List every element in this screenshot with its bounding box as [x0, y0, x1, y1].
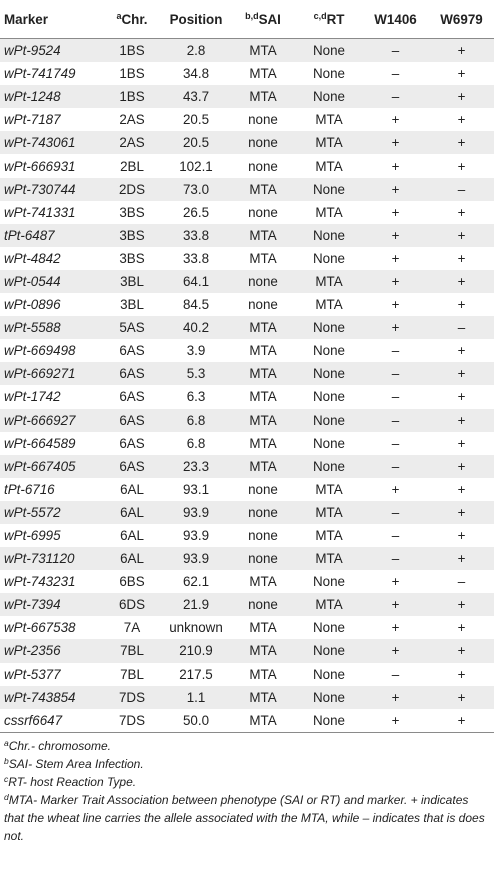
cell-w6979: +: [429, 709, 494, 733]
cell-w6979: +: [457, 135, 466, 151]
cell-w1406: +: [391, 158, 400, 174]
footnote: [4, 755, 490, 773]
cell-sai: MTA: [249, 181, 277, 197]
header-chr-label: Chr.: [121, 11, 148, 27]
cell-marker: wPt-667405: [4, 458, 76, 474]
cell-position: 102.1: [179, 158, 213, 174]
cell-position: unknown: [169, 620, 223, 636]
table-row: [0, 478, 494, 501]
cell-rt: None: [312, 620, 345, 636]
table-header: [0, 0, 494, 39]
cell-w6979: +: [457, 273, 466, 289]
cell-position: 21.9: [182, 597, 210, 613]
cell-chromosome: 6AS: [119, 343, 145, 359]
table-row: [0, 709, 494, 733]
cell-w1406: +: [391, 620, 400, 636]
cell-chromosome: 6AS: [119, 366, 145, 382]
cell-marker: tPt-6487: [4, 227, 55, 243]
cell-chromosome: 1BS: [119, 66, 145, 82]
cell-w1406: –: [391, 43, 400, 59]
cell-w1406: +: [391, 112, 400, 128]
header-rt: [296, 0, 362, 39]
cell-sai: MTA: [249, 435, 277, 451]
footnote: [4, 791, 490, 845]
cell-position: 84.5: [182, 297, 210, 313]
cell-w1406: +: [391, 597, 400, 613]
cell-w1406: –: [391, 66, 400, 82]
cell-w6979: +: [457, 158, 466, 174]
header-chr-footnote-mark: a: [116, 10, 122, 21]
cell-w6979: +: [457, 297, 466, 313]
cell-position: 40.2: [182, 320, 210, 336]
cell-w6979: –: [457, 320, 466, 336]
cell-w1406: –: [391, 528, 400, 544]
table-row: [0, 663, 494, 686]
cell-sai: none: [248, 112, 278, 128]
cell-rt: MTA: [315, 528, 343, 544]
footnote-text: RT- host Reaction Type.: [8, 774, 137, 789]
cell-sai: none: [248, 504, 278, 520]
cell-rt: None: [312, 89, 345, 105]
cell-chromosome: 6AS: [119, 435, 145, 451]
cell-sai: MTA: [249, 574, 277, 590]
cell-rt: MTA: [315, 481, 343, 497]
cell-sai: none: [248, 297, 278, 313]
cell-chromosome: 1BS: [119, 89, 145, 105]
cell-sai: MTA: [249, 66, 277, 82]
table-row: [0, 432, 494, 455]
cell-position: 34.8: [182, 66, 210, 82]
cell-w1406: +: [391, 250, 400, 266]
cell-rt: MTA: [315, 112, 343, 128]
cell-marker: wPt-667538: [4, 620, 76, 636]
cell-rt: None: [312, 181, 345, 197]
cell-chromosome: 7BL: [120, 666, 144, 682]
table-row: [0, 570, 494, 593]
cell-sai: MTA: [249, 666, 277, 682]
cell-chromosome: 5AS: [119, 320, 145, 336]
table-row: [0, 316, 494, 339]
table-row: [0, 547, 494, 570]
footnote-mark: d: [4, 791, 9, 802]
cell-w6979: +: [457, 643, 466, 659]
footnote-text: Chr.- chromosome.: [8, 738, 111, 753]
cell-w6979: +: [457, 481, 466, 497]
cell-marker: wPt-741331: [4, 204, 76, 220]
cell-position: 3.9: [186, 343, 206, 359]
cell-rt: None: [312, 643, 345, 659]
cell-position: 23.3: [182, 458, 210, 474]
cell-w6979: +: [457, 227, 466, 243]
cell-position: 26.5: [182, 204, 210, 220]
table-row: [0, 501, 494, 524]
cell-rt: None: [312, 689, 345, 705]
cell-w1406: +: [391, 320, 400, 336]
cell-marker: wPt-5377: [4, 666, 61, 682]
header-rt-footnote-mark: c,d: [313, 10, 327, 21]
cell-chromosome: 7BL: [120, 643, 144, 659]
cell-chromosome: 6AL: [120, 481, 144, 497]
cell-w6979: +: [457, 551, 466, 567]
cell-w1406: –: [391, 435, 400, 451]
cell-position: 33.8: [182, 227, 210, 243]
cell-position: 217.5: [179, 666, 213, 682]
cell-w6979: +: [457, 389, 466, 405]
footnotes: [0, 733, 494, 845]
cell-chromosome: 3BL: [120, 273, 144, 289]
cell-sai: MTA: [249, 343, 277, 359]
cell-sai: none: [248, 204, 278, 220]
table-row: [0, 293, 494, 316]
header-rt-label: RT: [326, 11, 345, 27]
cell-chromosome: 2DS: [118, 181, 146, 197]
cell-w6979: +: [457, 458, 466, 474]
cell-sai: MTA: [249, 620, 277, 636]
cell-w1406: –: [391, 89, 400, 105]
cell-chromosome: 3BS: [119, 250, 145, 266]
table-row: [0, 524, 494, 547]
table-row: [0, 455, 494, 478]
cell-marker: wPt-7187: [4, 112, 61, 128]
cell-rt: None: [312, 343, 345, 359]
cell-position: 20.5: [182, 112, 210, 128]
cell-rt: MTA: [315, 551, 343, 567]
cell-position: 62.1: [182, 574, 210, 590]
cell-sai: MTA: [249, 43, 277, 59]
cell-w6979: +: [457, 343, 466, 359]
cell-marker: wPt-743061: [4, 135, 76, 151]
cell-sai: none: [248, 158, 278, 174]
header-position: Position: [162, 0, 230, 39]
cell-chromosome: 6AL: [120, 504, 144, 520]
cell-marker: wPt-9524: [4, 43, 61, 59]
cell-w6979: +: [457, 597, 466, 613]
cell-position: 43.7: [182, 89, 210, 105]
cell-sai: MTA: [249, 643, 277, 659]
cell-position: 73.0: [182, 181, 210, 197]
cell-position: 5.3: [186, 366, 206, 382]
cell-w1406: +: [391, 273, 400, 289]
cell-marker: wPt-741749: [4, 66, 76, 82]
footnote-mark: a: [4, 737, 9, 748]
table-row: [0, 131, 494, 154]
cell-marker: wPt-669271: [4, 366, 76, 382]
cell-rt: None: [312, 389, 345, 405]
cell-rt: MTA: [315, 158, 343, 174]
header-row: [0, 0, 494, 39]
cell-sai: MTA: [249, 320, 277, 336]
table-row: [0, 39, 494, 63]
cell-marker: wPt-5588: [4, 320, 61, 336]
cell-sai: MTA: [249, 366, 277, 382]
cell-rt: None: [312, 320, 345, 336]
cell-chromosome: 3BS: [119, 227, 145, 243]
table-row: [0, 154, 494, 177]
cell-rt: None: [312, 412, 345, 428]
table-row: [0, 270, 494, 293]
cell-w6979: +: [457, 689, 466, 705]
cell-sai: MTA: [249, 89, 277, 105]
cell-sai: none: [248, 597, 278, 613]
cell-marker: wPt-5572: [4, 504, 61, 520]
cell-marker: wPt-0544: [4, 273, 61, 289]
cell-rt: MTA: [315, 297, 343, 313]
cell-marker: wPt-666927: [4, 412, 76, 428]
footnote: [4, 737, 490, 755]
cell-rt: None: [312, 227, 345, 243]
footnote-mark: b: [4, 755, 9, 766]
cell-marker: wPt-0896: [4, 297, 61, 313]
cell-w1406: –: [391, 551, 400, 567]
cell-marker: wPt-731120: [4, 551, 75, 567]
cell-rt: MTA: [315, 204, 343, 220]
cell-position: 6.8: [186, 412, 206, 428]
cell-marker: wPt-1248: [4, 89, 61, 105]
table-row: [0, 224, 494, 247]
cell-w1406: +: [391, 204, 400, 220]
cell-chromosome: 6AL: [120, 551, 144, 567]
cell-sai: none: [248, 481, 278, 497]
cell-w1406: +: [391, 481, 400, 497]
table-body: [0, 39, 494, 733]
cell-sai: none: [248, 528, 278, 544]
cell-w6979: +: [457, 89, 466, 105]
cell-position: 93.1: [182, 481, 210, 497]
cell-sai: MTA: [230, 709, 296, 733]
cell-w6979: +: [457, 666, 466, 682]
cell-position: 6.3: [186, 389, 206, 405]
cell-w6979: +: [457, 366, 466, 382]
cell-chromosome: 6AL: [120, 528, 144, 544]
cell-w1406: –: [391, 504, 400, 520]
cell-marker: wPt-666931: [4, 158, 76, 174]
cell-w6979: +: [457, 204, 466, 220]
table-row: [0, 178, 494, 201]
cell-rt: None: [312, 574, 345, 590]
header-sai-label: SAI: [258, 11, 281, 27]
cell-chromosome: 7DS: [118, 689, 146, 705]
cell-w6979: +: [457, 412, 466, 428]
cell-position: 6.8: [186, 435, 206, 451]
table-row: [0, 385, 494, 408]
cell-sai: MTA: [249, 412, 277, 428]
cell-sai: none: [248, 273, 278, 289]
cell-marker: tPt-6716: [4, 481, 55, 497]
cell-marker: wPt-730744: [4, 181, 76, 197]
footnote-text: SAI- Stem Area Infection.: [8, 756, 144, 771]
cell-w6979: +: [457, 66, 466, 82]
cell-chromosome: 6AS: [119, 458, 145, 474]
cell-sai: none: [248, 551, 278, 567]
cell-chromosome: 2AS: [119, 112, 145, 128]
cell-rt: None: [312, 250, 345, 266]
cell-w6979: +: [457, 620, 466, 636]
header-w1406: W1406: [362, 0, 429, 39]
cell-chromosome: 7DS: [102, 709, 162, 733]
cell-rt: None: [296, 709, 362, 733]
cell-w1406: –: [391, 366, 400, 382]
cell-w6979: +: [457, 112, 466, 128]
cell-rt: None: [312, 458, 345, 474]
cell-w1406: +: [391, 135, 400, 151]
header-chr: [102, 0, 162, 39]
cell-position: 1.1: [186, 689, 206, 705]
cell-w1406: +: [391, 297, 400, 313]
table-row: [0, 85, 494, 108]
cell-w6979: –: [457, 181, 466, 197]
cell-sai: MTA: [249, 458, 277, 474]
cell-marker: wPt-743854: [4, 689, 76, 705]
cell-rt: None: [312, 43, 345, 59]
table-row: [0, 62, 494, 85]
footnote-mark: c: [4, 773, 9, 784]
cell-marker: wPt-2356: [4, 643, 61, 659]
cell-marker: wPt-664589: [4, 435, 76, 451]
header-w6979: W6979: [429, 0, 494, 39]
cell-position: 93.9: [182, 528, 210, 544]
cell-rt: MTA: [315, 504, 343, 520]
header-sai: [230, 0, 296, 39]
cell-position: 20.5: [182, 135, 210, 151]
cell-chromosome: 1BS: [119, 43, 145, 59]
table-row: [0, 639, 494, 662]
cell-marker: wPt-743231: [4, 574, 76, 590]
cell-chromosome: 6BS: [119, 574, 145, 590]
cell-w6979: +: [457, 435, 466, 451]
cell-chromosome: 6DS: [118, 597, 146, 613]
table-row: [0, 362, 494, 385]
cell-w1406: +: [391, 227, 400, 243]
cell-w1406: –: [391, 343, 400, 359]
cell-position: 2.8: [186, 43, 206, 59]
table-row: [0, 593, 494, 616]
cell-w6979: +: [457, 250, 466, 266]
cell-sai: MTA: [249, 250, 277, 266]
footnote: [4, 773, 490, 791]
table-row: [0, 409, 494, 432]
cell-position: 33.8: [182, 250, 210, 266]
cell-chromosome: 7A: [123, 620, 141, 636]
cell-w1406: +: [391, 689, 400, 705]
cell-position: 64.1: [182, 273, 210, 289]
cell-rt: None: [312, 66, 345, 82]
cell-position: 93.9: [182, 551, 210, 567]
cell-w1406: +: [391, 574, 400, 590]
table-row: [0, 108, 494, 131]
cell-marker: wPt-7394: [4, 597, 61, 613]
cell-w6979: –: [457, 574, 466, 590]
cell-rt: MTA: [315, 597, 343, 613]
cell-rt: None: [312, 666, 345, 682]
cell-sai: MTA: [249, 689, 277, 705]
cell-position: 50.0: [162, 709, 230, 733]
cell-marker: cssrf6647: [0, 709, 102, 733]
cell-chromosome: 3BL: [120, 297, 144, 313]
cell-w6979: +: [457, 528, 466, 544]
cell-chromosome: 2AS: [119, 135, 145, 151]
table-row: [0, 686, 494, 709]
table-row: [0, 247, 494, 270]
cell-sai: MTA: [249, 389, 277, 405]
cell-position: 93.9: [182, 504, 210, 520]
cell-chromosome: 3BS: [119, 204, 145, 220]
cell-sai: MTA: [249, 227, 277, 243]
cell-marker: wPt-1742: [4, 389, 61, 405]
cell-rt: MTA: [315, 273, 343, 289]
table-row: [0, 616, 494, 639]
table-row: [0, 201, 494, 224]
cell-w1406: –: [391, 458, 400, 474]
cell-rt: None: [312, 366, 345, 382]
cell-rt: MTA: [315, 135, 343, 151]
table-row: [0, 339, 494, 362]
cell-marker: wPt-6995: [4, 528, 61, 544]
cell-w1406: +: [362, 709, 429, 733]
cell-w1406: +: [391, 643, 400, 659]
cell-w1406: –: [391, 412, 400, 428]
header-sai-footnote-mark: b,d: [245, 10, 259, 21]
header-marker: Marker: [0, 0, 102, 39]
cell-w6979: +: [457, 504, 466, 520]
cell-chromosome: 6AS: [119, 389, 145, 405]
cell-marker: wPt-4842: [4, 250, 61, 266]
footnote-text: MTA- Marker Trait Association between phenotype (SAI or RT) and marker. + indicates that the wheat line carries the allele associated with the MTA, while – indicates that is does not.: [4, 792, 485, 843]
cell-rt: None: [312, 435, 345, 451]
cell-sai: none: [248, 135, 278, 151]
cell-position: 210.9: [179, 643, 213, 659]
cell-w1406: –: [391, 389, 400, 405]
cell-chromosome: 2BL: [120, 158, 144, 174]
cell-w6979: +: [457, 43, 466, 59]
cell-marker: wPt-669498: [4, 343, 76, 359]
cell-chromosome: 6AS: [119, 412, 145, 428]
cell-w1406: +: [391, 181, 400, 197]
cell-w1406: –: [391, 666, 400, 682]
